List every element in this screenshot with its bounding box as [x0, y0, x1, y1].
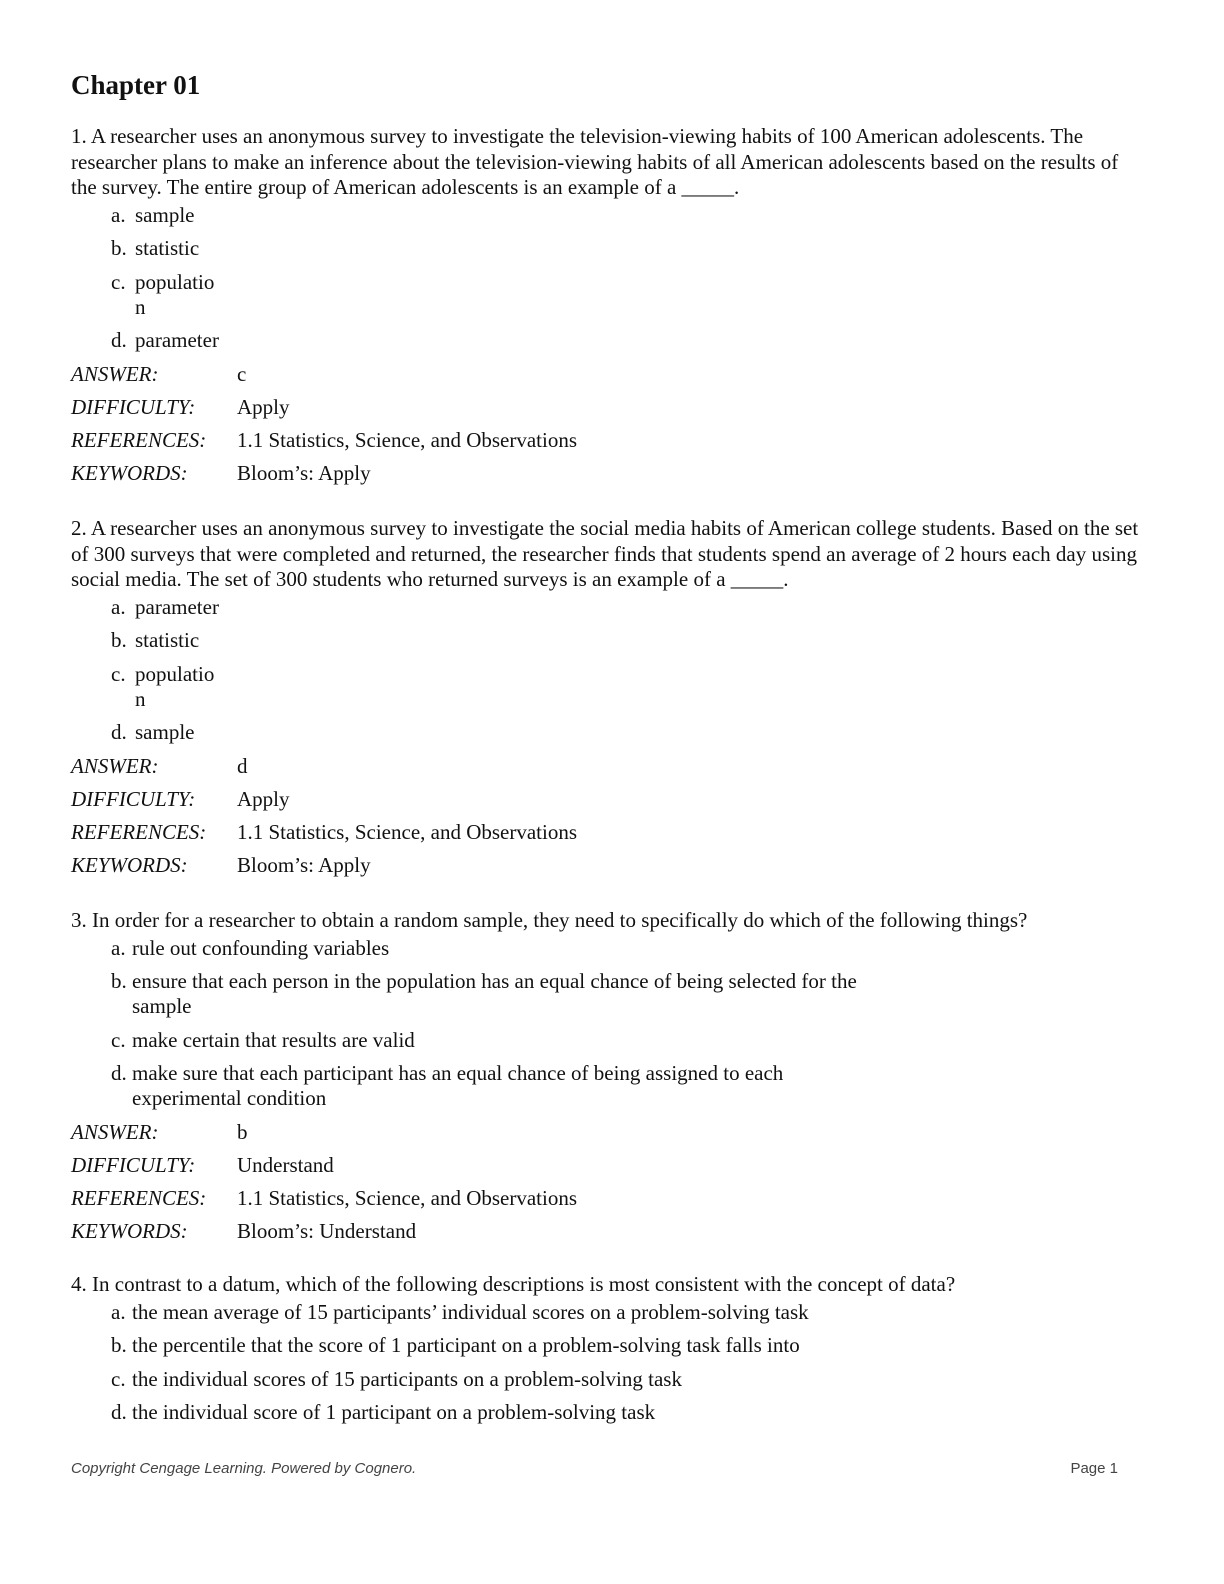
choice-text: population [135, 269, 215, 319]
choice-d [71, 1400, 1146, 1425]
chapter-title: Chapter 01 [71, 70, 201, 100]
meta-value: 1.1 Statistics, Science, and Observations [237, 1185, 578, 1210]
question-4 [71, 1272, 1146, 1434]
meta-value: Bloom’s: Understand [237, 1218, 417, 1243]
meta-value: 1.1 Statistics, Science, and Observations [237, 427, 578, 452]
difficulty-row [71, 395, 1146, 420]
question-1 [71, 124, 1146, 494]
meta-key: DIFFICULTY: [71, 1152, 196, 1177]
meta-key: ANSWER: [71, 1119, 159, 1144]
choice-text: the percentile that the score of 1 participant on a problem-solving task falls into [132, 1333, 800, 1357]
question-stem: 4. In contrast to a datum, which of the following descriptions is most consistent with the concept of data? [71, 1272, 956, 1296]
meta-value: b [237, 1119, 248, 1144]
choice-b [71, 969, 1146, 1019]
meta-value: Bloom’s: Apply [237, 852, 371, 877]
question-3 [71, 908, 1146, 1252]
answer-row [71, 362, 1146, 387]
question-stem: 2. A researcher uses an anonymous survey to investigate the social media habits of American college students. Based on the set of 300 surveys that were completed and returned, the researcher finds that students spend an average of 2 hours each day using social media. The set of 300 students who returned surveys is an example of a _____. [71, 516, 1139, 591]
choice-letter: d. [111, 1061, 127, 1085]
choice-c [71, 1028, 1146, 1053]
choice-letter: b. [111, 236, 127, 260]
meta-value: 1.1 Statistics, Science, and Observations [237, 819, 578, 844]
meta-key: ANSWER: [71, 361, 159, 386]
meta-key: DIFFICULTY: [71, 786, 196, 811]
choice-text: the individual scores of 15 participants on a problem-solving task [132, 1366, 682, 1391]
choice-text: statistic [135, 628, 200, 652]
references-row [71, 1186, 1146, 1211]
meta-key: REFERENCES: [71, 819, 207, 844]
choice-c [71, 662, 1146, 712]
choice-a [71, 595, 1146, 620]
meta-value: Understand [237, 1152, 334, 1177]
references-row [71, 428, 1146, 453]
choice-letter: c. [111, 661, 126, 686]
keywords-row [71, 853, 1146, 878]
page-number: Page 1 [1070, 1460, 1118, 1477]
choice-letter: b. [111, 628, 127, 652]
difficulty-row [71, 1153, 1146, 1178]
choice-letter: a. [111, 202, 126, 227]
choice-text: statistic [135, 236, 200, 260]
choice-letter: a. [111, 1299, 126, 1324]
choice-b [71, 236, 1146, 261]
choice-b [71, 628, 1146, 653]
choice-text: parameter [135, 594, 219, 619]
choice-letter: b. [111, 969, 127, 993]
keywords-row [71, 461, 1146, 486]
choice-text: sample [135, 202, 195, 227]
choice-text: the individual score of 1 participant on a problem-solving task [132, 1400, 656, 1424]
answer-row [71, 754, 1146, 779]
question-metadata [71, 754, 1146, 878]
choice-letter: c. [111, 269, 126, 294]
answer-choices [71, 1300, 1146, 1426]
question-stem: 1. A researcher uses an anonymous survey to investigate the television-viewing habits of 100 American adolescents. The researcher plans to make an inference about the television-viewing habits of all American adolescents based on the results of the survey. The entire group of American adolescents is an example of a _____. [71, 124, 1119, 199]
answer-choices [71, 595, 1146, 746]
meta-key: ANSWER: [71, 753, 159, 778]
choice-text: rule out confounding variables [132, 935, 390, 960]
question-metadata [71, 1120, 1146, 1244]
choice-a [71, 936, 1146, 961]
choice-letter: d. [111, 328, 127, 352]
meta-value: c [237, 361, 247, 386]
choice-text: population [135, 661, 215, 711]
choice-letter: b. [111, 1333, 127, 1357]
answer-choices [71, 936, 1146, 1112]
keywords-row [71, 1219, 1146, 1244]
choice-letter: c. [111, 1366, 126, 1391]
meta-key: REFERENCES: [71, 427, 207, 452]
choice-text: make certain that results are valid [132, 1027, 415, 1052]
references-row [71, 820, 1146, 845]
choice-text: the mean average of 15 participants’ individual scores on a problem-solving task [132, 1299, 809, 1324]
meta-key: KEYWORDS: [71, 852, 188, 877]
copyright-footer: Copyright Cengage Learning. Powered by Cognero. [71, 1460, 417, 1477]
choice-d [71, 328, 1146, 353]
question-2 [71, 516, 1146, 886]
choice-text: sample [135, 720, 195, 744]
meta-value: d [237, 753, 248, 778]
difficulty-row [71, 787, 1146, 812]
meta-key: KEYWORDS: [71, 1218, 188, 1243]
choice-letter: c. [111, 1027, 126, 1052]
choice-text: make sure that each participant has an equal chance of being assigned to each experimental condition [132, 1061, 784, 1110]
choice-b [71, 1333, 1146, 1358]
choice-d [71, 1061, 1146, 1111]
choice-letter: a. [111, 594, 126, 619]
question-metadata [71, 362, 1146, 486]
choice-letter: a. [111, 935, 126, 960]
choice-c [71, 270, 1146, 320]
meta-value: Apply [237, 786, 290, 811]
choice-c [71, 1367, 1146, 1392]
choice-text: parameter [135, 328, 219, 352]
meta-key: REFERENCES: [71, 1185, 207, 1210]
choice-d [71, 720, 1146, 745]
meta-key: KEYWORDS: [71, 460, 188, 485]
meta-value: Bloom’s: Apply [237, 460, 371, 485]
meta-value: Apply [237, 394, 290, 419]
choice-a [71, 203, 1146, 228]
answer-choices [71, 203, 1146, 354]
answer-row [71, 1120, 1146, 1145]
choice-a [71, 1300, 1146, 1325]
choice-letter: d. [111, 1400, 127, 1424]
choice-letter: d. [111, 720, 127, 744]
question-stem: 3. In order for a researcher to obtain a random sample, they need to specifically do which of the following things? [71, 908, 1028, 932]
meta-key: DIFFICULTY: [71, 394, 196, 419]
choice-text: ensure that each person in the population has an equal chance of being selected for the sample [132, 969, 857, 1018]
